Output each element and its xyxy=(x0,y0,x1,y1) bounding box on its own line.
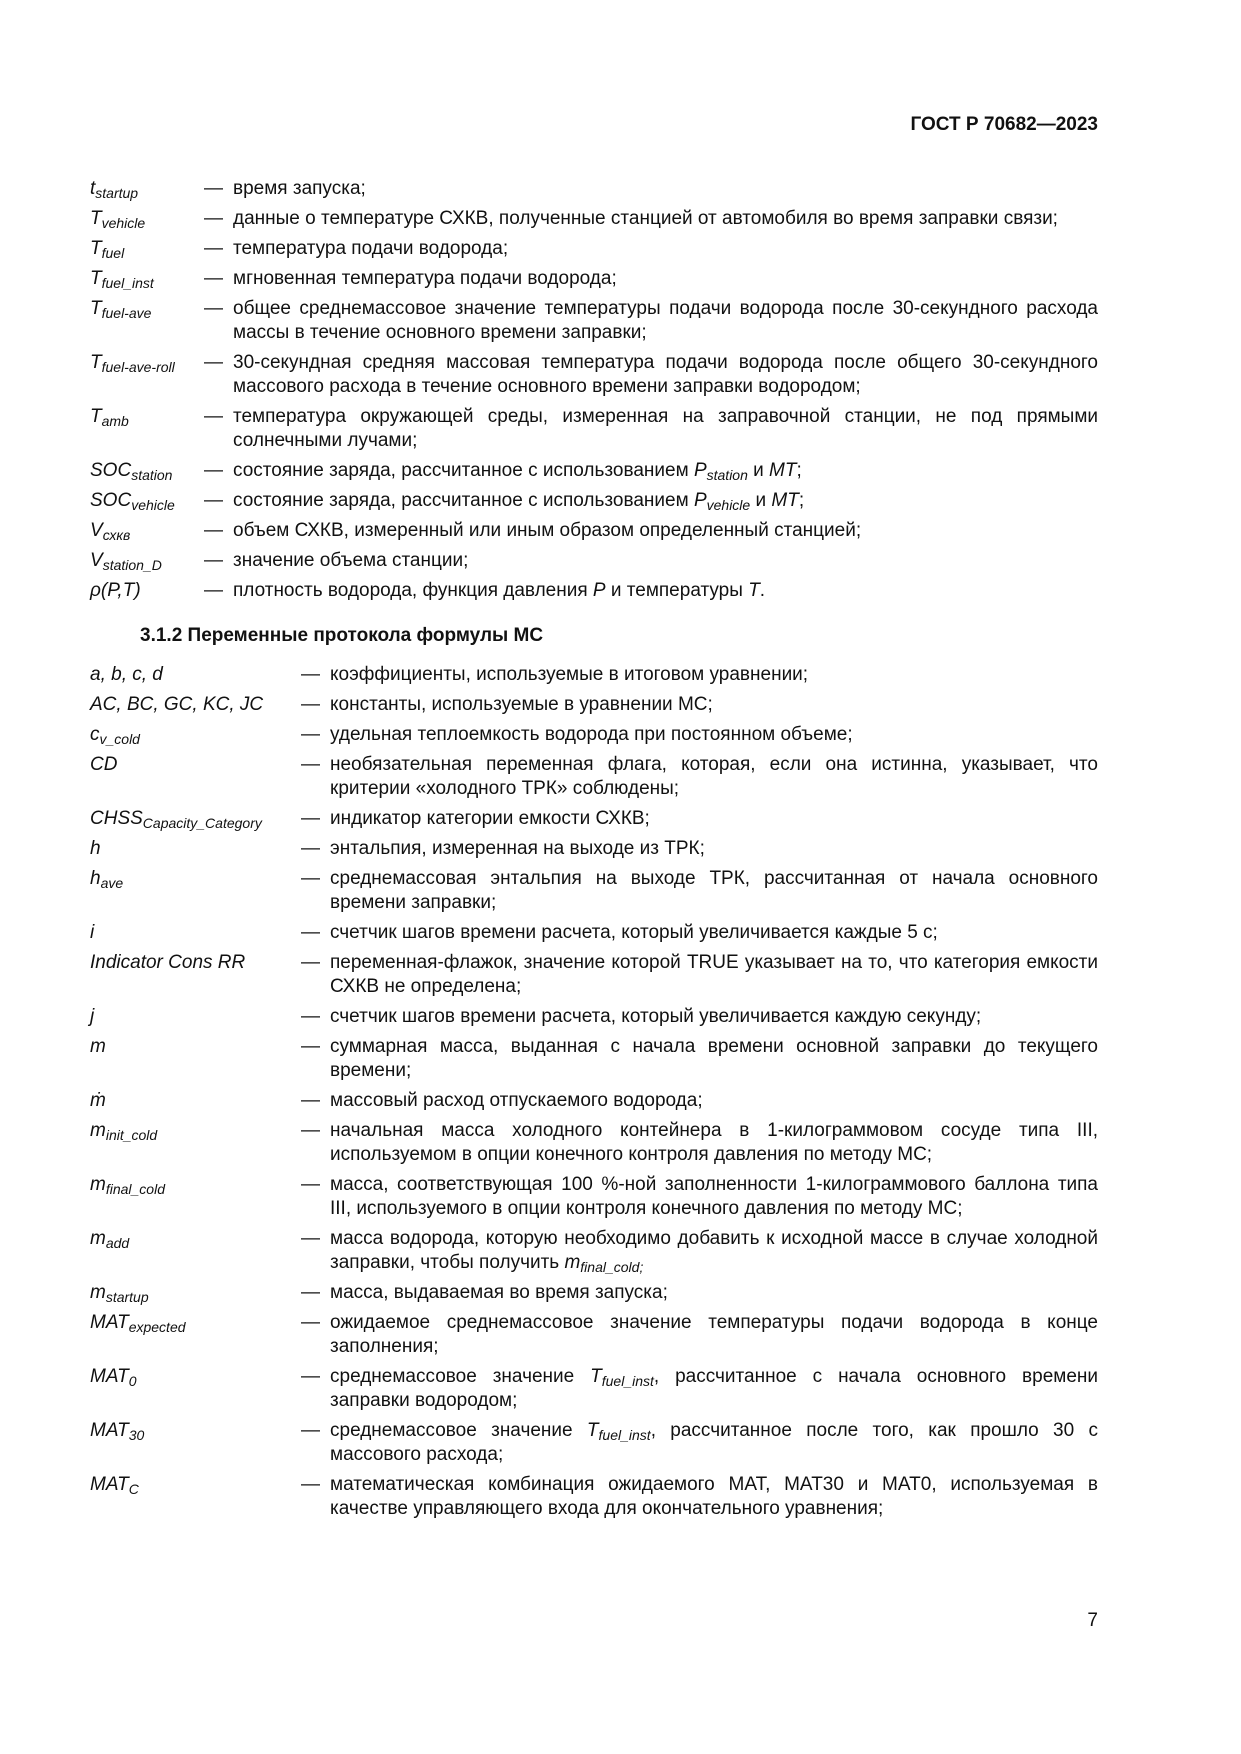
variable-definition: математическая комбинация ожидаемого MAT, MAT30 и MAT0, используемая в качестве управляющего входа для окончательного уравнения; xyxy=(330,1474,1098,1519)
variable-symbol: AC, BC, GC, KC, JC xyxy=(90,694,264,715)
variable-term xyxy=(90,549,204,573)
variable-subscript: final_cold xyxy=(105,1181,165,1197)
variable-definition: удельная теплоемкость водорода при постоянном объеме; xyxy=(330,724,853,745)
variable-definition: значение объема станции; xyxy=(233,550,469,571)
variable-subscript: v_cold xyxy=(99,731,140,747)
definition-row xyxy=(90,723,1098,747)
variable-definition: данные о температуре СХКВ, полученные станцией от автомобиля во время заправки связи; xyxy=(233,208,1058,229)
variable-term xyxy=(90,693,301,717)
variable-subscript: amb xyxy=(101,413,129,429)
definition-row xyxy=(90,693,1098,717)
variable-symbol: T xyxy=(90,406,102,427)
variable-subscript: init_cold xyxy=(105,1127,158,1143)
variable-subscript: C xyxy=(128,1481,139,1497)
variable-term xyxy=(90,951,301,975)
variable-symbol: T xyxy=(90,268,102,289)
section-1-list xyxy=(90,177,1098,603)
definition-row xyxy=(90,807,1098,831)
definition-row xyxy=(90,1281,1098,1305)
section-2-list xyxy=(90,663,1098,1521)
variable-symbol: m xyxy=(90,1282,106,1303)
variable-symbol: MAT xyxy=(90,1366,129,1387)
variable-symbol: Indicator Cons RR xyxy=(90,952,246,973)
variable-term xyxy=(90,1473,301,1497)
definition-row xyxy=(90,579,1098,603)
variable-definition: общее среднемассовое значение температуры подачи водорода после 30-секундного расхода массы в течение основного времени заправки; xyxy=(233,298,1098,343)
variable-definition: масса, соответствующая 100 %-ной заполненности 1-килограммового баллона типа III, используемого в опции контроля конечного давления по методу МС; xyxy=(330,1174,1098,1219)
definition-row xyxy=(90,1119,1098,1167)
variable-symbol: T xyxy=(90,208,102,229)
variable-term xyxy=(90,1365,301,1389)
variable-subscript: 30 xyxy=(128,1427,145,1443)
em-dash: — xyxy=(301,868,320,889)
variable-term xyxy=(90,297,204,321)
definition-row xyxy=(90,549,1098,573)
em-dash: — xyxy=(301,1174,320,1195)
em-dash: — xyxy=(301,1036,320,1057)
variable-term xyxy=(90,1419,301,1443)
em-dash: — xyxy=(204,268,223,289)
variable-subscript: Capacity_Category xyxy=(142,815,262,831)
em-dash: — xyxy=(204,352,223,373)
variable-subscript: fuel_inst xyxy=(101,275,154,291)
variable-subscript: startup xyxy=(95,185,139,201)
definition-row xyxy=(90,1311,1098,1359)
definition-row xyxy=(90,951,1098,999)
variable-symbol: m xyxy=(90,1174,106,1195)
definition-row xyxy=(90,207,1098,231)
variable-symbol: T xyxy=(90,352,102,373)
variable-symbol: MAT xyxy=(90,1474,129,1495)
variable-definition: мгновенная температура подачи водорода; xyxy=(233,268,617,289)
variable-symbol: m xyxy=(90,1228,106,1249)
em-dash: — xyxy=(301,664,320,685)
em-dash: — xyxy=(301,724,320,745)
variable-definition: переменная-флажок, значение которой TRUE указывает на то, что категория емкости СХКВ не определена; xyxy=(330,952,1098,997)
variable-subscript: station xyxy=(131,467,173,483)
em-dash: — xyxy=(301,694,320,715)
variable-term xyxy=(90,867,301,891)
variable-subscript: add xyxy=(105,1235,130,1251)
variable-definition: плотность водорода, функция давления P и температуры T. xyxy=(233,580,766,601)
document-body xyxy=(90,177,1098,1527)
em-dash: — xyxy=(204,178,223,199)
variable-symbol: V xyxy=(90,520,103,541)
em-dash: — xyxy=(204,238,223,259)
definition-row xyxy=(90,1173,1098,1221)
variable-term xyxy=(90,1311,301,1335)
definition-row xyxy=(90,297,1098,345)
definition-row xyxy=(90,1473,1098,1521)
variable-term xyxy=(90,1281,301,1305)
em-dash: — xyxy=(204,298,223,319)
variable-symbol: ṁ xyxy=(90,1090,106,1111)
definition-row xyxy=(90,1035,1098,1083)
variable-subscript: startup xyxy=(105,1289,149,1305)
variable-symbol: T xyxy=(90,238,102,259)
variable-symbol: SOC xyxy=(90,490,132,511)
definition-row xyxy=(90,1227,1098,1275)
variable-definition: среднемассовое значение $T_{fuel\_inst}$, рассчитанное после того, как прошло 30 с массового расхода; xyxy=(330,1420,1098,1465)
em-dash: — xyxy=(204,460,223,481)
variable-symbol: t xyxy=(90,178,96,199)
section-heading: 3.1.2 Переменные протокола формулы МС xyxy=(140,625,544,646)
variable-subscript: fuel-ave xyxy=(101,305,152,321)
variable-subscript: 0 xyxy=(128,1373,137,1389)
em-dash: — xyxy=(204,580,223,601)
variable-term xyxy=(90,663,301,687)
variable-definition: среднемассовое значение $T_{fuel\_inst}$, рассчитанное с начала основного времени заправки водородом; xyxy=(330,1366,1098,1411)
definition-row xyxy=(90,237,1098,261)
variable-definition: ожидаемое среднемассовое значение температуры подачи водорода в конце заполнения; xyxy=(330,1312,1098,1357)
variable-symbol: i xyxy=(90,922,95,943)
definition-row xyxy=(90,489,1098,513)
variable-term xyxy=(90,267,204,291)
definition-row xyxy=(90,1005,1098,1029)
em-dash: — xyxy=(301,1090,320,1111)
variable-symbol: MAT xyxy=(90,1312,129,1333)
em-dash: — xyxy=(301,1282,320,1303)
variable-symbol: m xyxy=(90,1120,106,1141)
variable-definition: масса водорода, которую необходимо добавить к исходной массе в случае холодной заправки, чтобы получить $m_{final\_cold;}$ xyxy=(330,1228,1098,1275)
variable-definition: энтальпия, измеренная на выходе из ТРК; xyxy=(330,838,705,859)
variable-subscript: station_D xyxy=(102,557,162,573)
variable-symbol: MAT xyxy=(90,1420,129,1441)
variable-symbol: CD xyxy=(90,754,118,775)
variable-subscript: fuel xyxy=(101,245,125,261)
variable-term xyxy=(90,177,204,201)
definition-row xyxy=(90,921,1098,945)
variable-definition: температура подачи водорода; xyxy=(233,238,509,259)
em-dash: — xyxy=(301,1366,320,1387)
definition-row xyxy=(90,1365,1098,1413)
variable-term xyxy=(90,921,301,945)
variable-term xyxy=(90,837,301,861)
variable-subscript: схкв xyxy=(102,527,131,543)
variable-definition: время запуска; xyxy=(233,178,366,199)
variable-definition: состояние заряда, рассчитанное с использованием $P_{station}$ и MT; xyxy=(233,460,802,483)
variable-subscript: vehicle xyxy=(131,497,175,513)
definition-row xyxy=(90,1419,1098,1467)
variable-symbol: m xyxy=(90,1036,106,1057)
definition-row xyxy=(90,753,1098,801)
em-dash: — xyxy=(204,490,223,511)
variable-symbol: h xyxy=(90,868,101,889)
variable-term xyxy=(90,405,204,429)
variable-definition: счетчик шагов времени расчета, который увеличивается каждую секунду; xyxy=(330,1006,982,1027)
variable-definition: начальная масса холодного контейнера в 1-килограммовом сосуде типа III, используемом в опции конечного контроля давления по методу МС; xyxy=(330,1120,1098,1165)
em-dash: — xyxy=(301,952,320,973)
variable-term xyxy=(90,1005,301,1029)
variable-symbol: CHSS xyxy=(90,808,143,829)
em-dash: — xyxy=(301,1006,320,1027)
variable-subscript: ave xyxy=(100,875,124,891)
em-dash: — xyxy=(301,1228,320,1249)
em-dash: — xyxy=(301,754,320,775)
variable-term xyxy=(90,1119,301,1143)
definition-row xyxy=(90,519,1098,543)
variable-definition: 30-секундная средняя массовая температура подачи водорода после общего 30-секундного массового расхода в течение основного времени заправки водородом; xyxy=(233,352,1098,397)
variable-symbol: ρ(P,T) xyxy=(90,580,141,601)
variable-definition: константы, используемые в уравнении МС; xyxy=(330,694,713,715)
variable-subscript: vehicle xyxy=(101,215,146,231)
em-dash: — xyxy=(204,406,223,427)
em-dash: — xyxy=(301,1420,320,1441)
variable-term xyxy=(90,1173,301,1197)
variable-definition: объем СХКВ, измеренный или иным образом определенный станцией; xyxy=(233,520,862,541)
variable-term xyxy=(90,1227,301,1251)
em-dash: — xyxy=(301,1474,320,1495)
variable-term xyxy=(90,237,204,261)
variable-term xyxy=(90,459,204,483)
variable-definition: температура окружающей среды, измеренная на заправочной станции, не под прямыми солнечными лучами; xyxy=(233,406,1098,451)
variable-subscript: fuel-ave-roll xyxy=(101,359,175,375)
em-dash: — xyxy=(301,808,320,829)
variable-definition: состояние заряда, рассчитанное с использованием $P_{vehicle}$ и MT; xyxy=(233,490,805,513)
definition-row xyxy=(90,837,1098,861)
variable-term xyxy=(90,1089,301,1113)
variable-subscript: expected xyxy=(128,1319,186,1335)
definition-row xyxy=(90,267,1098,291)
definition-row xyxy=(90,405,1098,453)
variable-definition: индикатор категории емкости СХКВ; xyxy=(330,808,650,829)
variable-symbol: j xyxy=(90,1006,95,1027)
definition-row xyxy=(90,459,1098,483)
variable-definition: счетчик шагов времени расчета, который увеличивается каждые 5 с; xyxy=(330,922,938,943)
variable-term xyxy=(90,519,204,543)
variable-term xyxy=(90,579,204,603)
definition-row xyxy=(90,663,1098,687)
variable-symbol: T xyxy=(90,298,102,319)
em-dash: — xyxy=(301,1312,320,1333)
variable-definition: массовый расход отпускаемого водорода; xyxy=(330,1090,703,1111)
em-dash: — xyxy=(301,838,320,859)
definition-row xyxy=(90,177,1098,201)
definition-row xyxy=(90,1089,1098,1113)
variable-definition: масса, выдаваемая во время запуска; xyxy=(330,1282,668,1303)
variable-term xyxy=(90,207,204,231)
variable-definition: среднемассовая энтальпия на выходе ТРК, рассчитанная от начала основного времени заправки; xyxy=(330,868,1098,913)
variable-symbol: a, b, c, d xyxy=(90,664,163,685)
variable-definition: коэффициенты, используемые в итоговом уравнении; xyxy=(330,664,809,685)
em-dash: — xyxy=(204,550,223,571)
em-dash: — xyxy=(301,1120,320,1141)
variable-symbol: SOC xyxy=(90,460,132,481)
em-dash: — xyxy=(204,208,223,229)
em-dash: — xyxy=(204,520,223,541)
variable-term xyxy=(90,351,204,375)
variable-symbol: V xyxy=(90,550,103,571)
variable-definition: необязательная переменная флага, которая, если она истинна, указывает, что критерии «холодного ТРК» соблюдены; xyxy=(330,754,1098,799)
definition-row xyxy=(90,351,1098,399)
document-header: ГОСТ Р 70682—2023 xyxy=(910,114,1098,135)
variable-term xyxy=(90,489,204,513)
page-number: 7 xyxy=(1087,1610,1098,1631)
em-dash: — xyxy=(301,922,320,943)
variable-term xyxy=(90,807,301,831)
variable-term xyxy=(90,753,301,777)
variable-symbol: c xyxy=(90,724,100,745)
definition-row xyxy=(90,867,1098,915)
variable-term xyxy=(90,1035,301,1059)
variable-definition: суммарная масса, выданная с начала времени основной заправки до текущего времени; xyxy=(330,1036,1098,1081)
variable-symbol: h xyxy=(90,838,101,859)
variable-term xyxy=(90,723,301,747)
